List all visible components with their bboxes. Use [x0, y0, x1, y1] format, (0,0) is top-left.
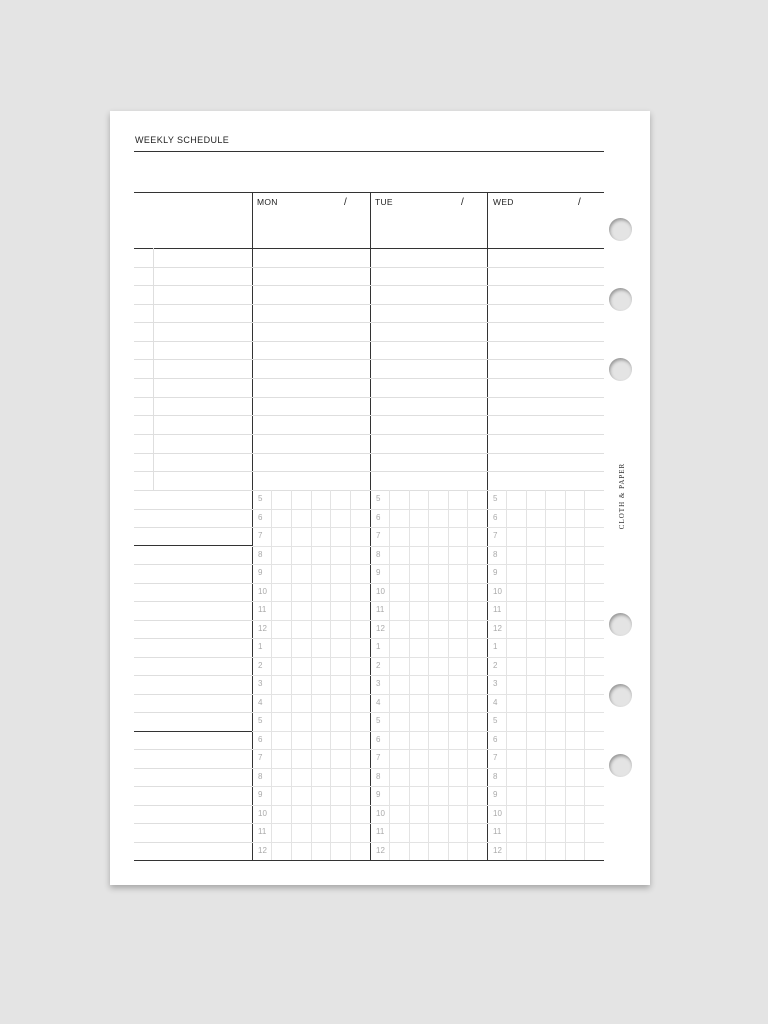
hour-grid-hline	[487, 675, 604, 676]
hour-label: 5	[493, 494, 498, 503]
hour-label: 6	[493, 735, 498, 744]
notes-line	[134, 359, 604, 360]
hour-label: 2	[258, 661, 263, 670]
day-label-wed: WED	[493, 197, 514, 207]
hour-label: 5	[258, 494, 263, 503]
hour-grid-hline	[252, 786, 370, 787]
left-line	[134, 583, 252, 584]
hour-grid-hline	[370, 805, 487, 806]
hour-label: 11	[493, 605, 502, 614]
hour-grid-hline	[252, 694, 370, 695]
hour-grid-hline	[487, 638, 604, 639]
hour-label: 5	[376, 494, 381, 503]
hour-label: 9	[258, 568, 263, 577]
hour-grid-hline	[370, 823, 487, 824]
hour-label: 5	[376, 716, 381, 725]
hour-grid-hline	[252, 620, 370, 621]
margin-line	[153, 248, 154, 490]
hour-grid-hline	[370, 675, 487, 676]
notes-line	[134, 490, 604, 491]
hour-grid-hline	[487, 694, 604, 695]
hour-label: 5	[493, 716, 498, 725]
notes-line	[134, 415, 604, 416]
hour-label: 9	[493, 790, 498, 799]
left-line	[134, 601, 252, 602]
binder-hole	[609, 218, 632, 241]
binder-hole	[609, 358, 632, 381]
left-line	[134, 823, 252, 824]
hour-grid-hline	[370, 583, 487, 584]
notes-line	[134, 285, 604, 286]
hour-label: 3	[493, 679, 498, 688]
title-rule	[134, 151, 604, 152]
hour-label: 11	[493, 827, 502, 836]
hour-grid-hline	[252, 564, 370, 565]
hour-label: 11	[376, 827, 385, 836]
hour-label: 7	[258, 753, 263, 762]
left-line	[134, 527, 252, 528]
hour-grid-hline	[252, 805, 370, 806]
hour-grid-hline	[487, 564, 604, 565]
day-column-divider	[370, 192, 371, 860]
hour-label: 10	[493, 809, 502, 818]
notes-line	[134, 397, 604, 398]
hour-grid-hline	[252, 823, 370, 824]
hour-label: 10	[258, 809, 267, 818]
day-column-divider	[487, 192, 488, 860]
hour-grid-hline	[487, 657, 604, 658]
hour-grid-hline	[487, 749, 604, 750]
hour-label: 1	[493, 642, 498, 651]
hour-label: 8	[376, 772, 381, 781]
hour-label: 7	[493, 531, 498, 540]
day-column-divider	[252, 192, 253, 860]
left-line	[134, 564, 252, 565]
hour-label: 8	[258, 550, 263, 559]
hour-grid-hline	[487, 823, 604, 824]
hour-label: 8	[493, 772, 498, 781]
left-line	[134, 768, 252, 769]
notes-line	[134, 322, 604, 323]
hour-grid-hline	[370, 601, 487, 602]
hour-label: 2	[376, 661, 381, 670]
hour-grid-hline	[252, 601, 370, 602]
hour-label: 6	[376, 735, 381, 744]
hour-label: 3	[376, 679, 381, 688]
header-bottom-rule	[134, 248, 604, 249]
hour-grid-hline	[487, 527, 604, 528]
hour-label: 12	[493, 846, 502, 855]
hour-grid-hline	[252, 731, 370, 732]
hour-label: 10	[258, 587, 267, 596]
hour-label: 10	[376, 809, 385, 818]
hour-grid-hline	[370, 749, 487, 750]
hour-grid-hline	[487, 583, 604, 584]
hour-label: 9	[258, 790, 263, 799]
notes-line	[134, 267, 604, 268]
left-line	[134, 620, 252, 621]
hour-grid-hline	[487, 509, 604, 510]
left-line	[134, 712, 252, 713]
notes-line	[134, 434, 604, 435]
hour-label: 5	[258, 716, 263, 725]
date-slash-wed: /	[578, 197, 581, 208]
hour-grid-hline	[252, 546, 370, 547]
left-line	[134, 509, 252, 510]
hour-label: 2	[493, 661, 498, 670]
day-label-tue: TUE	[375, 197, 393, 207]
notes-line	[134, 471, 604, 472]
hour-label: 8	[493, 550, 498, 559]
date-slash-mon: /	[344, 197, 347, 208]
left-line	[134, 842, 252, 843]
left-line	[134, 694, 252, 695]
left-line	[134, 749, 252, 750]
page-title: WEEKLY SCHEDULE	[135, 135, 230, 145]
hour-label: 1	[258, 642, 263, 651]
day-label-mon: MON	[257, 197, 278, 207]
hour-grid-hline	[370, 657, 487, 658]
hour-label: 12	[376, 846, 385, 855]
hour-label: 9	[493, 568, 498, 577]
hour-grid-hline	[252, 842, 370, 843]
hour-label: 8	[258, 772, 263, 781]
hour-label: 11	[376, 605, 385, 614]
left-line	[134, 675, 252, 676]
notes-line	[134, 304, 604, 305]
hour-grid-hline	[252, 768, 370, 769]
notes-line	[134, 341, 604, 342]
hour-grid-hline	[370, 786, 487, 787]
binder-hole	[609, 288, 632, 311]
hour-grid-hline	[370, 694, 487, 695]
hour-grid-hline	[370, 509, 487, 510]
notes-line	[134, 378, 604, 379]
hour-grid-hline	[487, 842, 604, 843]
hour-label: 1	[376, 642, 381, 651]
hour-grid-hline	[487, 805, 604, 806]
left-line	[134, 657, 252, 658]
hour-label: 4	[376, 698, 381, 707]
hour-label: 3	[258, 679, 263, 688]
hour-grid-hline	[252, 583, 370, 584]
hour-label: 7	[376, 753, 381, 762]
hour-grid-hline	[370, 842, 487, 843]
left-line	[134, 786, 252, 787]
hour-label: 11	[258, 827, 267, 836]
hour-grid-hline	[252, 675, 370, 676]
hour-label: 6	[376, 513, 381, 522]
hour-grid-hline	[487, 768, 604, 769]
hour-label: 7	[258, 531, 263, 540]
hour-label: 9	[376, 568, 381, 577]
binder-hole	[609, 613, 632, 636]
notes-line	[134, 453, 604, 454]
hour-label: 8	[376, 550, 381, 559]
hour-grid-hline	[252, 712, 370, 713]
hour-grid-hline	[487, 786, 604, 787]
hour-grid-hline	[487, 546, 604, 547]
planner-page	[110, 111, 650, 885]
hour-label: 12	[258, 624, 267, 633]
left-section-rule	[134, 545, 252, 546]
hour-label: 9	[376, 790, 381, 799]
hour-label: 10	[493, 587, 502, 596]
hour-grid-hline	[370, 546, 487, 547]
hour-label: 6	[258, 735, 263, 744]
hour-label: 6	[258, 513, 263, 522]
hour-grid-hline	[252, 509, 370, 510]
hour-grid-hline	[252, 749, 370, 750]
hour-grid-hline	[487, 620, 604, 621]
header-top-rule	[134, 192, 604, 193]
left-line	[134, 638, 252, 639]
hour-grid-hline	[370, 731, 487, 732]
hour-label: 4	[258, 698, 263, 707]
hour-label: 12	[493, 624, 502, 633]
hour-label: 12	[258, 846, 267, 855]
hour-grid-hline	[370, 527, 487, 528]
hour-grid-hline	[252, 657, 370, 658]
brand-mark: CLOTH & PAPER	[618, 462, 626, 530]
left-line	[134, 805, 252, 806]
left-section-rule	[134, 731, 252, 732]
hour-grid-hline	[370, 712, 487, 713]
hour-grid-hline	[487, 712, 604, 713]
hour-grid-hline	[370, 768, 487, 769]
hour-label: 12	[376, 624, 385, 633]
hour-label: 7	[493, 753, 498, 762]
date-slash-tue: /	[461, 197, 464, 208]
hour-label: 7	[376, 531, 381, 540]
hour-grid-hline	[370, 620, 487, 621]
binder-hole	[609, 684, 632, 707]
hour-label: 11	[258, 605, 267, 614]
hour-grid-hline	[252, 527, 370, 528]
hour-grid-hline	[487, 601, 604, 602]
hour-grid-hline	[370, 564, 487, 565]
hour-label: 4	[493, 698, 498, 707]
hour-grid-hline	[370, 638, 487, 639]
hour-label: 10	[376, 587, 385, 596]
binder-hole	[609, 754, 632, 777]
grid-bottom-rule	[134, 860, 604, 861]
hour-grid-hline	[487, 731, 604, 732]
hour-label: 6	[493, 513, 498, 522]
hour-grid-hline	[252, 638, 370, 639]
